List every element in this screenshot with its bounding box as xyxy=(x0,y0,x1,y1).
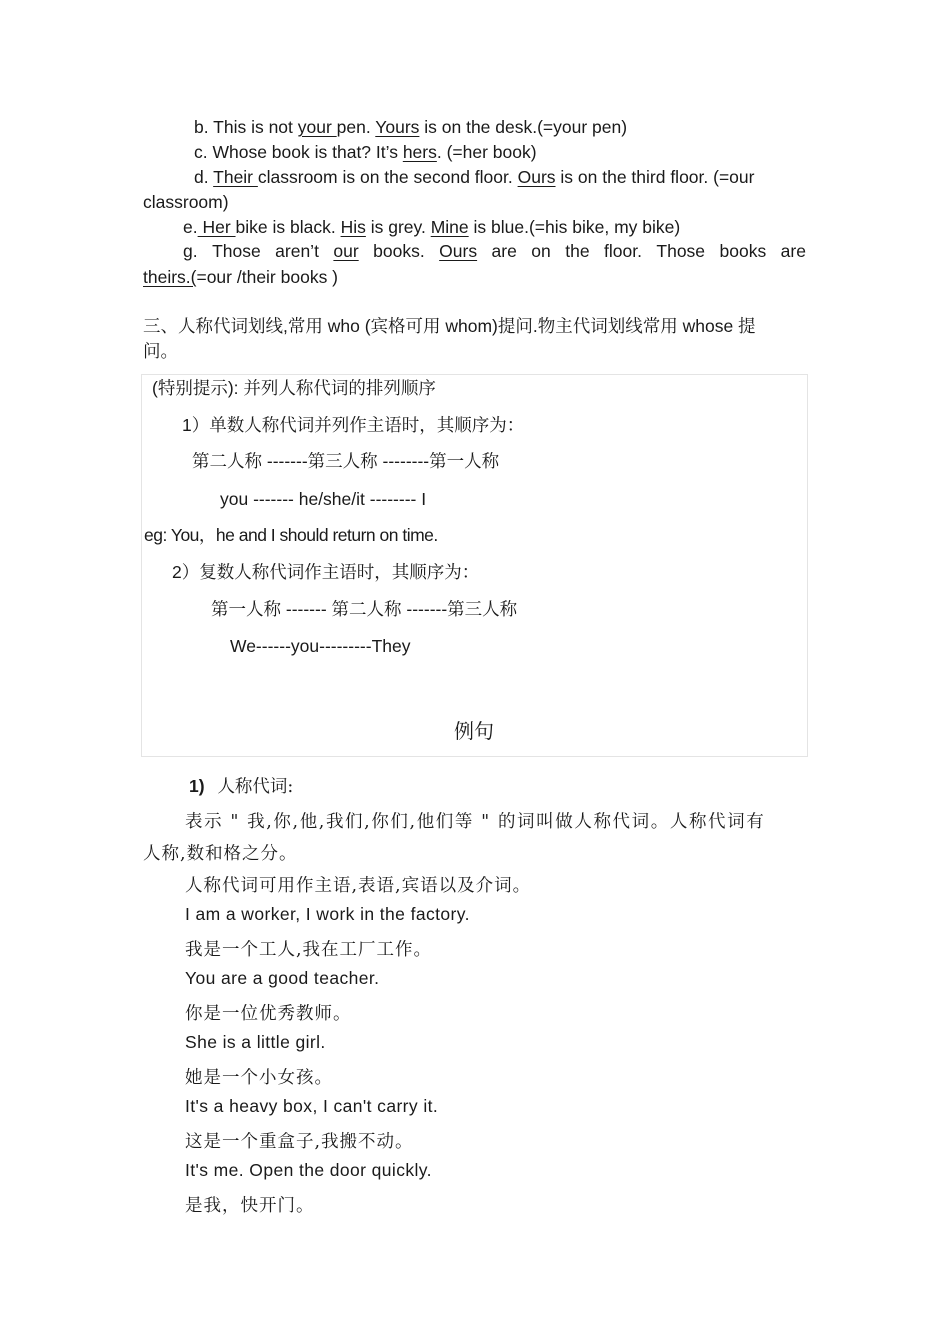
text: e. xyxy=(183,217,198,237)
text: is on the desk.(=your pen) xyxy=(419,117,628,137)
word: Those xyxy=(656,241,706,261)
example-g xyxy=(183,241,806,262)
example-d-continuation: classroom) xyxy=(143,192,229,212)
word: are xyxy=(780,241,806,261)
text: is blue.(=his bike, my bike) xyxy=(468,217,681,237)
example-eg: eg: You，he and I should return on time. xyxy=(144,525,438,545)
word: books. xyxy=(373,241,425,261)
text: pen. xyxy=(336,117,376,137)
underlined-word: your xyxy=(297,117,337,137)
sentence-cn: 她是一个小女孩。 xyxy=(185,1068,333,1088)
order-1-cn: 第二人称 -------第三人称 --------第一人称 xyxy=(192,451,500,471)
section-heading xyxy=(189,775,293,798)
desc-line-1: 表示 " 我,你,他,我们,你们,他们等 " 的词叫做人称代词。人称代词有 xyxy=(185,812,766,832)
text: c. Whose book is that? It’s xyxy=(194,142,403,162)
sentence-cn: 这是一个重盒子,我搬不动。 xyxy=(185,1132,414,1152)
section-title: 人称代词: xyxy=(217,777,294,797)
word: the xyxy=(565,241,590,261)
text: d. xyxy=(194,167,214,187)
underlined-word: Mine xyxy=(430,217,469,237)
sentence-cn: 你是一位优秀教师。 xyxy=(185,1004,352,1024)
underlined-word: theirs.( xyxy=(143,267,197,287)
underlined-word: Ours xyxy=(439,241,478,261)
section3-line1: 三、人称代词划线,常用 who (宾格可用 whom)提问.物主代词划线常用 whose 提 xyxy=(143,316,756,336)
example-c xyxy=(194,141,537,163)
word: Those xyxy=(212,241,261,261)
rule-2: 2）复数人称代词作主语时，其顺序为： xyxy=(172,562,480,582)
text: =our /their books ) xyxy=(196,267,339,287)
text: classroom is on the second floor. xyxy=(257,167,518,187)
example-e xyxy=(183,216,680,238)
order-1-en: you ------- he/she/it -------- I xyxy=(220,489,427,509)
word: on xyxy=(531,241,551,261)
word: aren’t xyxy=(275,241,319,261)
section-number: 1) xyxy=(189,776,205,796)
underlined-word: Her xyxy=(197,217,236,237)
word: are xyxy=(491,241,517,261)
underlined-word: our xyxy=(333,241,359,261)
underlined-word: His xyxy=(340,217,366,237)
word: g. xyxy=(183,241,198,261)
text: bike is black. xyxy=(235,217,341,237)
underlined-word: Their xyxy=(213,167,258,187)
order-2-en: We------you---------They xyxy=(230,636,411,656)
underlined-word: hers xyxy=(402,142,437,162)
sentence-cn: 是我，快开门。 xyxy=(185,1196,315,1216)
tip-title: (特别提示): 并列人称代词的排列顺序 xyxy=(152,378,436,398)
section3-line2: 问。 xyxy=(143,341,178,361)
sentence-en: She is a little girl. xyxy=(185,1032,326,1052)
sentence-en: It's me. Open the door quickly. xyxy=(185,1160,432,1180)
word: books xyxy=(719,241,767,261)
text: . (=her book) xyxy=(436,142,537,162)
underlined-word: Ours xyxy=(517,167,556,187)
sentence-cn: 我是一个工人,我在工厂工作。 xyxy=(185,940,433,960)
example-sentences-heading: 例句 xyxy=(454,719,494,743)
sentence-en: It's a heavy box, I can't carry it. xyxy=(185,1096,439,1116)
text: is grey. xyxy=(365,217,431,237)
sentence-en: You are a good teacher. xyxy=(185,968,380,988)
sentence-en: I am a worker, I work in the factory. xyxy=(185,904,470,924)
text: b. This is not xyxy=(194,117,298,137)
underlined-word: Yours xyxy=(375,117,420,137)
example-b xyxy=(194,116,627,138)
desc-line-3: 人称代词可用作主语,表语,宾语以及介词。 xyxy=(185,876,532,896)
example-d xyxy=(194,166,754,188)
rule-1: 1）单数人称代词并列作主语时，其顺序为： xyxy=(182,415,525,435)
text: is on the third floor. (=our xyxy=(555,167,755,187)
order-2-cn: 第一人称 ------- 第二人称 -------第三人称 xyxy=(211,599,518,619)
word: floor. xyxy=(604,241,642,261)
example-g-continuation xyxy=(143,266,338,288)
desc-line-2: 人称,数和格之分。 xyxy=(143,844,298,864)
